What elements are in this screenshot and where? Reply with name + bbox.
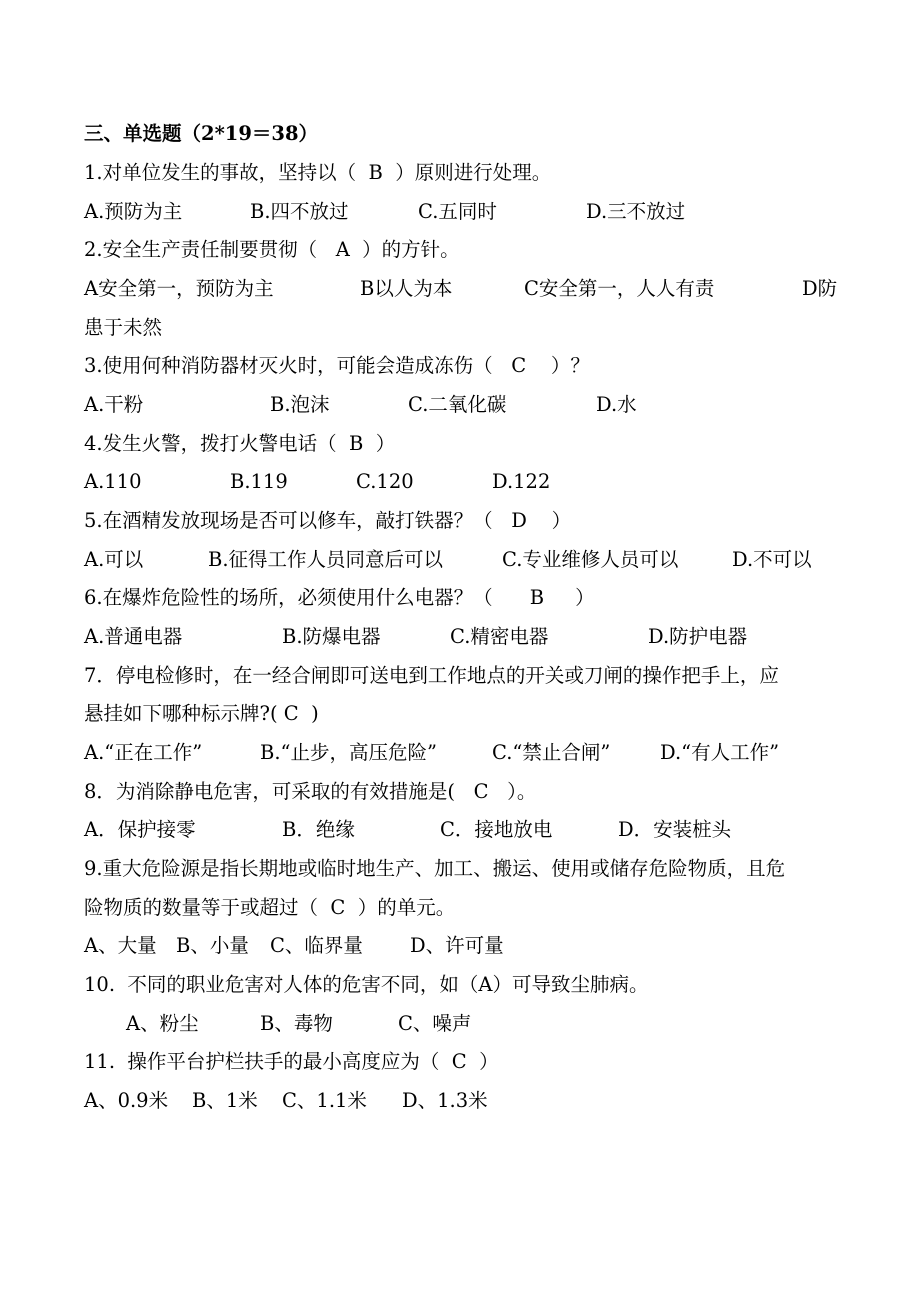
question-2-stem: 2.安全生产责任制要贯彻（ A ）的方针。: [84, 238, 460, 261]
question-3-options: [84, 391, 844, 419]
question-10-options: [84, 1010, 844, 1038]
question-11-stem: 11. 操作平台护栏扶手的最小高度应为（ C ）: [84, 1050, 499, 1073]
option-b: B、毒物: [260, 1012, 333, 1035]
option-b: B.征得工作人员同意后可以: [208, 548, 444, 571]
option-c: C.“禁止合闸”: [492, 741, 611, 764]
question-9-continuation: 险物质的数量等于或超过（ C ）的单元。: [84, 896, 456, 919]
option-c: C安全第一，人人有责: [524, 277, 715, 300]
question-7-options: [84, 739, 844, 767]
option-c: C.120: [356, 470, 414, 493]
question-7-continuation: 悬挂如下哪种标示牌?( C ): [84, 702, 319, 725]
option-c: C.专业维修人员可以: [502, 548, 679, 571]
option-c: C、1.1米: [282, 1089, 367, 1112]
option-c: C、临界量: [270, 934, 363, 957]
option-b: B．绝缘: [282, 818, 355, 841]
option-a: A.干粉: [84, 393, 144, 416]
question-8-options: [84, 816, 844, 844]
option-b: B.四不放过: [250, 200, 349, 223]
option-a: A.110: [84, 470, 142, 493]
option-a: A.“正在工作”: [84, 741, 203, 764]
question-5-stem: 5.在酒精发放现场是否可以修车，敲打铁器？（ D ）: [84, 509, 572, 532]
option-c: C、噪声: [398, 1012, 472, 1035]
option-a: A.预防为主: [84, 200, 183, 223]
question-2-continuation: 患于未然: [84, 316, 163, 339]
question-6-options: [84, 623, 844, 651]
option-b: B.防爆电器: [282, 625, 381, 648]
question-2-options: [84, 275, 844, 303]
question-4-stem: 4.发生火警，拨打火警电话（ B ）: [84, 432, 396, 455]
question-11-options: [84, 1087, 844, 1115]
option-d: D、1.3米: [402, 1089, 488, 1112]
option-b: B.“止步，高压危险”: [260, 741, 437, 764]
option-d: D防: [802, 277, 838, 300]
option-d: D．安装桩头: [618, 818, 732, 841]
question-8-stem: 8．为消除静电危害，可采取的有效措施是( C ）。: [84, 780, 537, 803]
question-10-stem: 10. 不同的职业危害对人体的危害不同，如（A）可导致尘肺病。: [84, 973, 649, 996]
question-3-stem: 3.使用何种消防器材灭火时，可能会造成冻伤（ C ）？: [84, 354, 590, 377]
option-d: D.“有人工作”: [660, 741, 780, 764]
option-a: A.可以: [84, 548, 144, 571]
option-b: B、小量: [176, 934, 249, 957]
question-7-stem: 7．停电检修时，在一经合闸即可送电到工作地点的开关或刀闸的操作把手上，应: [84, 664, 779, 687]
option-d: D.防护电器: [648, 625, 748, 648]
option-c: C.二氧化碳: [408, 393, 507, 416]
option-d: D.122: [492, 470, 551, 493]
option-b: B.119: [230, 470, 288, 493]
option-a: A安全第一，预防为主: [84, 277, 274, 300]
section-title: 三、单选题（2*19＝38）: [84, 122, 319, 145]
option-b: B.泡沫: [270, 393, 330, 416]
option-c: C.五同时: [418, 200, 497, 223]
question-5-options: [84, 546, 844, 574]
option-d: D、许可量: [410, 934, 504, 957]
option-c: C.精密电器: [450, 625, 549, 648]
option-d: D.三不放过: [586, 200, 686, 223]
question-9-options: [84, 932, 844, 960]
option-b: B、1米: [192, 1089, 258, 1112]
option-b: B以人为本: [360, 277, 453, 300]
question-1-options: [84, 198, 844, 226]
question-1-stem: 1.对单位发生的事故，坚持以（ B ）原则进行处理。: [84, 161, 552, 184]
question-9-stem: 9.重大危险源是指长期地或临时地生产、加工、搬运、使用或储存危险物质，且危: [84, 857, 786, 880]
option-a: A、粉尘: [126, 1012, 199, 1035]
option-d: D.不可以: [732, 548, 812, 571]
option-d: D.水: [596, 393, 637, 416]
option-a: A．保护接零: [84, 818, 196, 841]
option-a: A.普通电器: [84, 625, 183, 648]
option-a: A、0.9米: [84, 1089, 169, 1112]
option-a: A、大量: [84, 934, 157, 957]
question-6-stem: 6.在爆炸危险性的场所，必须使用什么电器？（ B ）: [84, 586, 595, 609]
option-c: C．接地放电: [440, 818, 553, 841]
question-4-options: [84, 468, 844, 496]
